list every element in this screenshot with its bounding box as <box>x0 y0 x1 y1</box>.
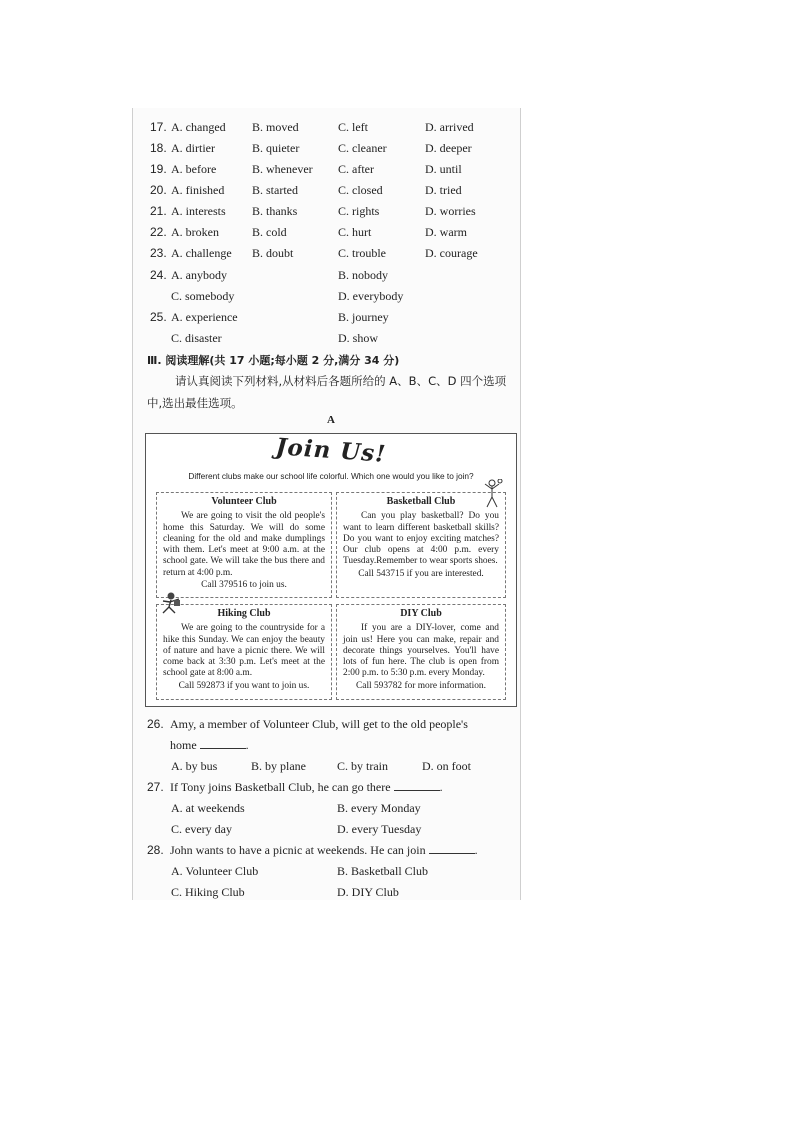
club-phone: Call 543715 if you are interested. <box>358 568 484 579</box>
question-number: 28. <box>147 843 164 857</box>
option-c: C. trouble <box>338 246 386 260</box>
option-c: C. Hiking Club <box>171 885 245 899</box>
question-number: 18. <box>150 141 167 155</box>
section-heading: Ⅲ. 阅读理解(共 17 小题;每小题 2 分,满分 34 分) <box>147 354 400 367</box>
club-name: Basketball Club <box>386 496 456 507</box>
question-number: 24. <box>150 268 167 282</box>
option-b: B. every Monday <box>337 801 421 815</box>
club-card-hiking <box>156 604 332 700</box>
option-d: D. tried <box>425 183 462 197</box>
option-d: D. everybody <box>338 289 404 303</box>
option-d: D. every Tuesday <box>337 822 422 836</box>
option-b: B. thanks <box>252 204 298 218</box>
poster-title: Join Us! <box>274 433 388 468</box>
option-d: D. on foot <box>422 759 471 773</box>
option-d: D. DIY Club <box>337 885 399 899</box>
question-number: 23. <box>150 246 167 260</box>
option-c: C. cleaner <box>338 141 387 155</box>
option-a: A. experience <box>171 310 238 324</box>
option-a: A. at weekends <box>171 801 245 815</box>
option-a: A. broken <box>171 225 219 239</box>
option-b: B. moved <box>252 120 299 134</box>
club-description: If you are a DIY-lover, come and join us! Here you can make, repair and decorate things yourselves. You'll have lots of fun here. The club is open from 2:00 p.m. to 5:30 p.m. every Monday. <box>343 623 499 679</box>
club-card-diy <box>336 604 506 700</box>
answer-blank <box>429 844 475 854</box>
club-phone: Call 379516 to join us. <box>201 580 287 591</box>
question-number: 17. <box>150 120 167 134</box>
club-phone: Call 592873 if you want to join us. <box>178 680 310 691</box>
question-number: 27. <box>147 780 164 794</box>
option-a: A. by bus <box>171 759 218 773</box>
hiker-icon <box>159 591 189 615</box>
join-us-poster <box>145 433 517 707</box>
option-a: A. challenge <box>171 246 232 260</box>
option-b: B. quieter <box>252 141 300 155</box>
question-number: 20. <box>150 183 167 197</box>
option-c: C. rights <box>338 204 380 218</box>
option-a: A. before <box>171 162 217 176</box>
option-d: D. until <box>425 162 462 176</box>
club-description: We are going to the countryside for a hike this Sunday. We can enjoy the beauty of nature and have a picnic there. We will come back at 3:30 p.m. Let's meet at the school gate at 8:00 a.m. <box>163 623 325 679</box>
question-stem: John wants to have a picnic at weekends. He can join . <box>170 843 478 857</box>
option-d: D. courage <box>425 246 478 260</box>
option-a: A. Volunteer Club <box>171 864 259 878</box>
option-c: C. left <box>338 120 368 134</box>
option-d: D. warm <box>425 225 467 239</box>
question-stem-cont: home . <box>170 738 249 752</box>
option-c: C. somebody <box>171 289 235 303</box>
option-b: B. doubt <box>252 246 294 260</box>
club-description: Can you play basketball? Do you want to learn different basketball skills? Do you want to enjoy exciting matches? Our club opens at 4:00 p.m. every Tuesday.Remember to wear sports shoes. <box>343 511 499 567</box>
option-b: B. whenever <box>252 162 313 176</box>
option-c: C. hurt <box>338 225 372 239</box>
option-b: B. started <box>252 183 298 197</box>
question-stem: Amy, a member of Volunteer Club, will get to the old people's <box>170 717 468 731</box>
option-b: B. Basketball Club <box>337 864 428 878</box>
option-a: A. interests <box>171 204 226 218</box>
club-card-basketball <box>336 492 506 598</box>
option-a: A. finished <box>171 183 225 197</box>
club-name: Hiking Club <box>217 608 271 619</box>
answer-blank <box>394 781 440 791</box>
option-b: B. journey <box>338 310 389 324</box>
option-a: A. changed <box>171 120 226 134</box>
question-number: 19. <box>150 162 167 176</box>
option-d: D. arrived <box>425 120 474 134</box>
basketball-player-icon <box>481 479 503 509</box>
question-number: 26. <box>147 717 164 731</box>
answer-blank <box>200 739 246 749</box>
option-c: C. after <box>338 162 374 176</box>
question-number: 25. <box>150 310 167 324</box>
question-stem: If Tony joins Basketball Club, he can go there . <box>170 780 443 794</box>
option-c: C. disaster <box>171 331 222 345</box>
option-d: D. show <box>338 331 379 345</box>
section-instruction-cont: 中,选出最佳选项。 <box>147 396 243 410</box>
club-name: DIY Club <box>400 608 442 619</box>
option-c: C. by train <box>337 759 388 773</box>
passage-label: A <box>327 414 335 426</box>
club-description: We are going to visit the old people's home this Saturday. We will do some cleaning for the old and make dumplings with them. Let's meet at 9:00 a.m. at the school gate. We will take the bus there and return at 4:00 p.m. <box>163 511 325 578</box>
option-c: C. closed <box>338 183 383 197</box>
option-b: B. by plane <box>251 759 306 773</box>
question-number: 21. <box>150 204 167 218</box>
section-instruction: 请认真阅读下列材料,从材料后各题所给的 A、B、C、D 四个选项 <box>175 374 507 388</box>
option-b: B. cold <box>252 225 287 239</box>
club-name: Volunteer Club <box>211 496 277 507</box>
poster-subtitle: Different clubs make our school life colorful. Which one would you like to join? <box>188 471 474 481</box>
option-d: D. deeper <box>425 141 472 155</box>
question-number: 22. <box>150 225 167 239</box>
club-phone: Call 593782 for more information. <box>356 680 486 691</box>
option-d: D. worries <box>425 204 476 218</box>
option-a: A. dirtier <box>171 141 215 155</box>
option-a: A. anybody <box>171 268 227 282</box>
club-card-volunteer <box>156 492 332 598</box>
option-c: C. every day <box>171 822 232 836</box>
option-b: B. nobody <box>338 268 389 282</box>
